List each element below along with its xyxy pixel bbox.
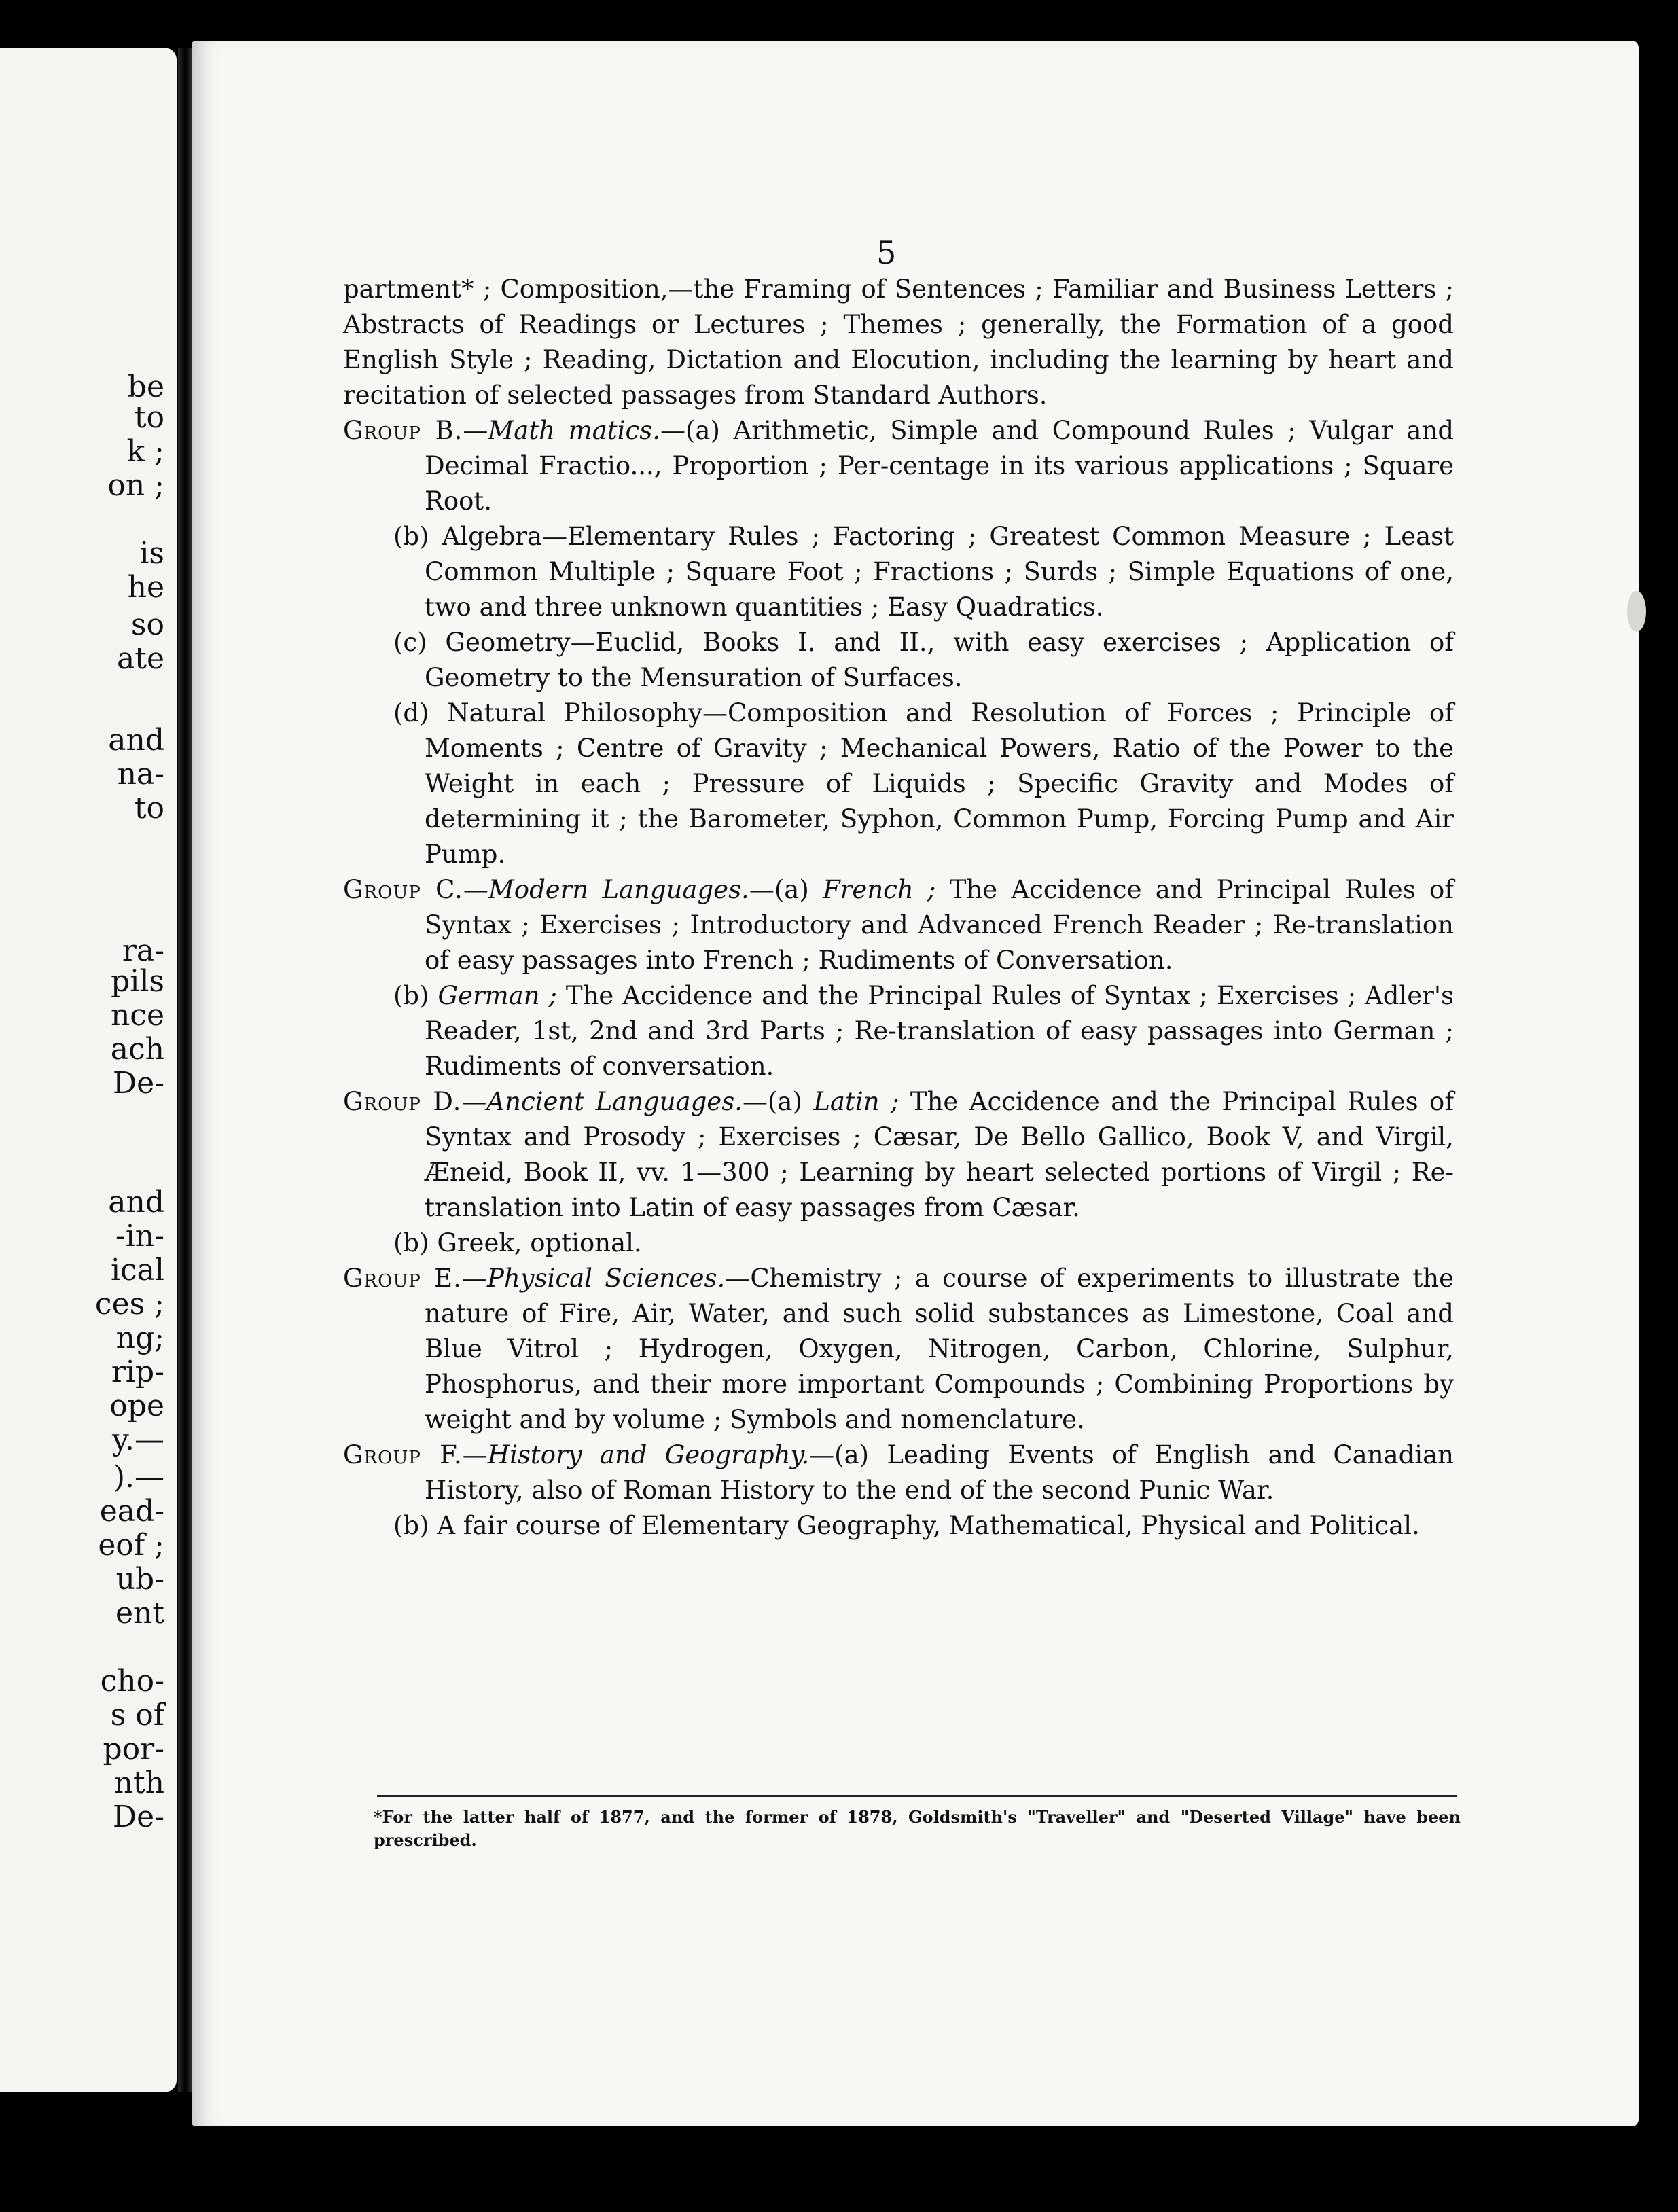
group-f-label: Group F. bbox=[343, 1440, 463, 1469]
group-d-paragraph: Group D.—Ancient Languages.—(a) Latin ; The Accidence and the Principal Rules of Syntax and Prosody ; Exercises ; Cæsar, De Bello Gallico, Book V, and Virgil, Æneid, Book II, vv. 1—300 ; Learning by heart selected portions of Virgil ; Re-translation into Latin of easy passages from Cæsar. bbox=[343, 1087, 1454, 1222]
facing-page-line: be bbox=[127, 370, 164, 404]
facing-page-line: ).— bbox=[113, 1460, 164, 1495]
facing-page-line: ical bbox=[110, 1253, 164, 1287]
facing-page-line: ope bbox=[109, 1389, 164, 1423]
group-f-paragraph: Group F.—History and Geography.—(a) Leading Events of English and Canadian History, also of Roman History to the end of the second Punic War. bbox=[343, 1440, 1454, 1505]
facing-page-line: to bbox=[134, 400, 164, 435]
facing-page-line: por- bbox=[103, 1732, 164, 1766]
facing-page-line: De- bbox=[112, 1066, 164, 1101]
facing-page-line: k ; bbox=[126, 434, 164, 469]
group-c-b-marker: (b) bbox=[393, 981, 429, 1010]
facing-page-line: na- bbox=[117, 757, 164, 791]
facing-page-line: and bbox=[108, 1185, 164, 1219]
group-b-paragraph: Group B.—Math matics.—(a) Arithmetic, Simple and Compound Rules ; Vulgar and Decimal Fractio..., Proportion ; Per-centage in its various applications ; Square Root. bbox=[343, 416, 1454, 516]
group-d-marker: (a) bbox=[767, 1087, 802, 1116]
facing-page-line: y.— bbox=[112, 1423, 164, 1457]
group-e-heading: Physical Sciences. bbox=[486, 1264, 726, 1293]
book-gutter bbox=[178, 48, 193, 2092]
group-b-algebra: (b) Algebra—Elementary Rules ; Factoring ; Greatest Common Measure ; Least Common Multiple ; Square Foot ; Fractions ; Surds ; Simple Equations of one, two and three unknown quantities ; Easy Quadratics. bbox=[393, 522, 1454, 622]
group-d-greek: (b) Greek, optional. bbox=[393, 1228, 642, 1257]
facing-page-line: to bbox=[134, 791, 164, 825]
facing-page-line: eof ; bbox=[98, 1528, 164, 1563]
group-c-heading: Modern Languages. bbox=[488, 875, 749, 904]
group-c-subject: French ; bbox=[823, 875, 936, 904]
group-d-text: The Accidence and the Principal Rules of Syntax and Prosody ; Exercises ; Cæsar, De Bello Gallico, Book V, and Virgil, Æneid, Book II, vv. 1—300 ; Learning by heart selected portions of Virgil ; Re-translation into Latin of easy passages from Cæsar. bbox=[425, 1087, 1454, 1222]
group-c-german bbox=[343, 978, 1454, 1084]
facing-page-line: De- bbox=[112, 1800, 164, 1834]
group-c-b-text: The Accidence and the Principal Rules of Syntax ; Exercises ; Adler's Reader, 1st, 2nd and 3rd Parts ; Re-translation of easy passages into German ; Rudiments of conversation. bbox=[425, 981, 1454, 1081]
facing-page-line: ent bbox=[115, 1596, 164, 1630]
facing-page-line: pils bbox=[111, 964, 164, 999]
group-b-natural-philosophy: (d) Natural Philosophy—Composition and Resolution of Forces ; Principle of Moments ; Centre of Gravity ; Mechanical Powers, Ratio of the Power to the Weight in each ; Pressure of Liquids ; Specific Gravity and Modes of determining it ; the Barometer, Syphon, Common Pump, Forcing Pump and Air Pump. bbox=[393, 698, 1454, 869]
group-c-label: Group C. bbox=[343, 875, 463, 904]
facing-page-line: ng; bbox=[115, 1321, 164, 1355]
facing-page-line: and bbox=[108, 723, 164, 757]
facing-page-line: so bbox=[130, 607, 164, 642]
group-c-b-subject: German ; bbox=[438, 981, 557, 1010]
facing-page-line: ate bbox=[117, 641, 164, 676]
facing-page-line: ub- bbox=[115, 1562, 164, 1596]
group-f-geography: (b) A fair course of Elementary Geography, Mathematical, Physical and Political. bbox=[393, 1511, 1420, 1540]
facing-page-line: he bbox=[127, 570, 164, 605]
group-d-heading: Ancient Languages. bbox=[486, 1087, 743, 1116]
facing-page-line: cho- bbox=[100, 1664, 164, 1698]
group-f-text: Leading Events of English and Canadian History, also of Roman History to the end of the second Punic War. bbox=[425, 1440, 1454, 1505]
facing-page-line: ach bbox=[110, 1032, 164, 1067]
group-d-subject: Latin ; bbox=[813, 1087, 899, 1116]
facing-page-fragment bbox=[0, 48, 177, 2092]
group-c-paragraph: Group C.—Modern Languages.—(a) French ; The Accidence and Principal Rules of Syntax ; Exercises ; Introductory and Advanced French Reader ; Re-translation of easy passages into French ; Rudiments of Conversation. bbox=[343, 875, 1454, 975]
group-f-heading: History and Geography. bbox=[487, 1440, 810, 1469]
facing-page-line: s of bbox=[110, 1698, 164, 1732]
facing-page-line: -in- bbox=[115, 1219, 164, 1253]
facing-page-line: rip- bbox=[111, 1355, 164, 1389]
group-b-label: Group B. bbox=[343, 416, 463, 445]
facing-page-line: ra- bbox=[122, 933, 164, 968]
group-d-label: Group D. bbox=[343, 1087, 462, 1116]
page-body bbox=[343, 272, 1454, 1544]
page-number: 5 bbox=[876, 234, 897, 271]
footnote: *For the latter half of 1877, and the former of 1878, Goldsmith's "Traveller" and "Deserted Village" have been prescribed. bbox=[374, 1807, 1461, 1850]
group-e-paragraph: Group E.—Physical Sciences.—Chemistry ; a course of experiments to illustrate the nature of Fire, Air, Water, and such solid substances as Limestone, Coal and Blue Vitrol ; Hydrogen, Oxygen, Nitrogen, Carbon, Chlorine, Sulphur, Phosphorus, and their more important Compounds ; Combining Proportions by weight and by volume ; Symbols and nomenclature. bbox=[343, 1264, 1454, 1434]
facing-page-line: nce bbox=[110, 998, 164, 1033]
facing-page-line: on ; bbox=[107, 468, 164, 503]
group-b-heading: Math matics. bbox=[488, 416, 660, 445]
group-b-geometry: (c) Geometry—Euclid, Books I. and II., with easy exercises ; Application of Geometry to the Mensuration of Surfaces. bbox=[393, 628, 1454, 692]
group-c-text: The Accidence and Principal Rules of Syntax ; Exercises ; Introductory and Advanced French Reader ; Re-translation of easy passages into French ; Rudiments of Conversation. bbox=[425, 875, 1454, 975]
group-b-text: Arithmetic, Simple and Compound Rules ; Vulgar and Decimal Fractio..., Proportion ; Per-centage in its various applications ; Square Root. bbox=[425, 416, 1454, 516]
group-e-text: Chemistry ; a course of experiments to illustrate the nature of Fire, Air, Water, and such solid substances as Limestone, Coal and Blue Vitrol ; Hydrogen, Oxygen, Nitrogen, Carbon, Chlorine, Sulphur, Phosphorus, and their more important Compounds ; Combining Proportions by weight and by volume ; Symbols and nomenclature. bbox=[425, 1264, 1454, 1434]
group-e-label: Group E. bbox=[343, 1264, 462, 1293]
group-c-marker: (a) bbox=[774, 875, 809, 904]
continuation-paragraph: partment* ; Composition,—the Framing of Sentences ; Familiar and Business Letters ; Abstracts of Readings or Lectures ; Themes ; generally, the Formation of a good English Style ; Reading, Dictation and Elocution, including the learning by heart and recitation of selected passages from Standard Authors. bbox=[343, 274, 1454, 410]
group-f-marker: (a) bbox=[834, 1440, 870, 1469]
page-edge-mark bbox=[1627, 591, 1646, 632]
facing-page-line: is bbox=[139, 536, 164, 571]
facing-page-line: nth bbox=[113, 1766, 164, 1800]
footnote-rule bbox=[377, 1795, 1457, 1797]
group-b-marker: (a) bbox=[685, 416, 720, 445]
facing-page-line: ead- bbox=[99, 1494, 164, 1529]
facing-page-line: ces ; bbox=[94, 1287, 164, 1321]
